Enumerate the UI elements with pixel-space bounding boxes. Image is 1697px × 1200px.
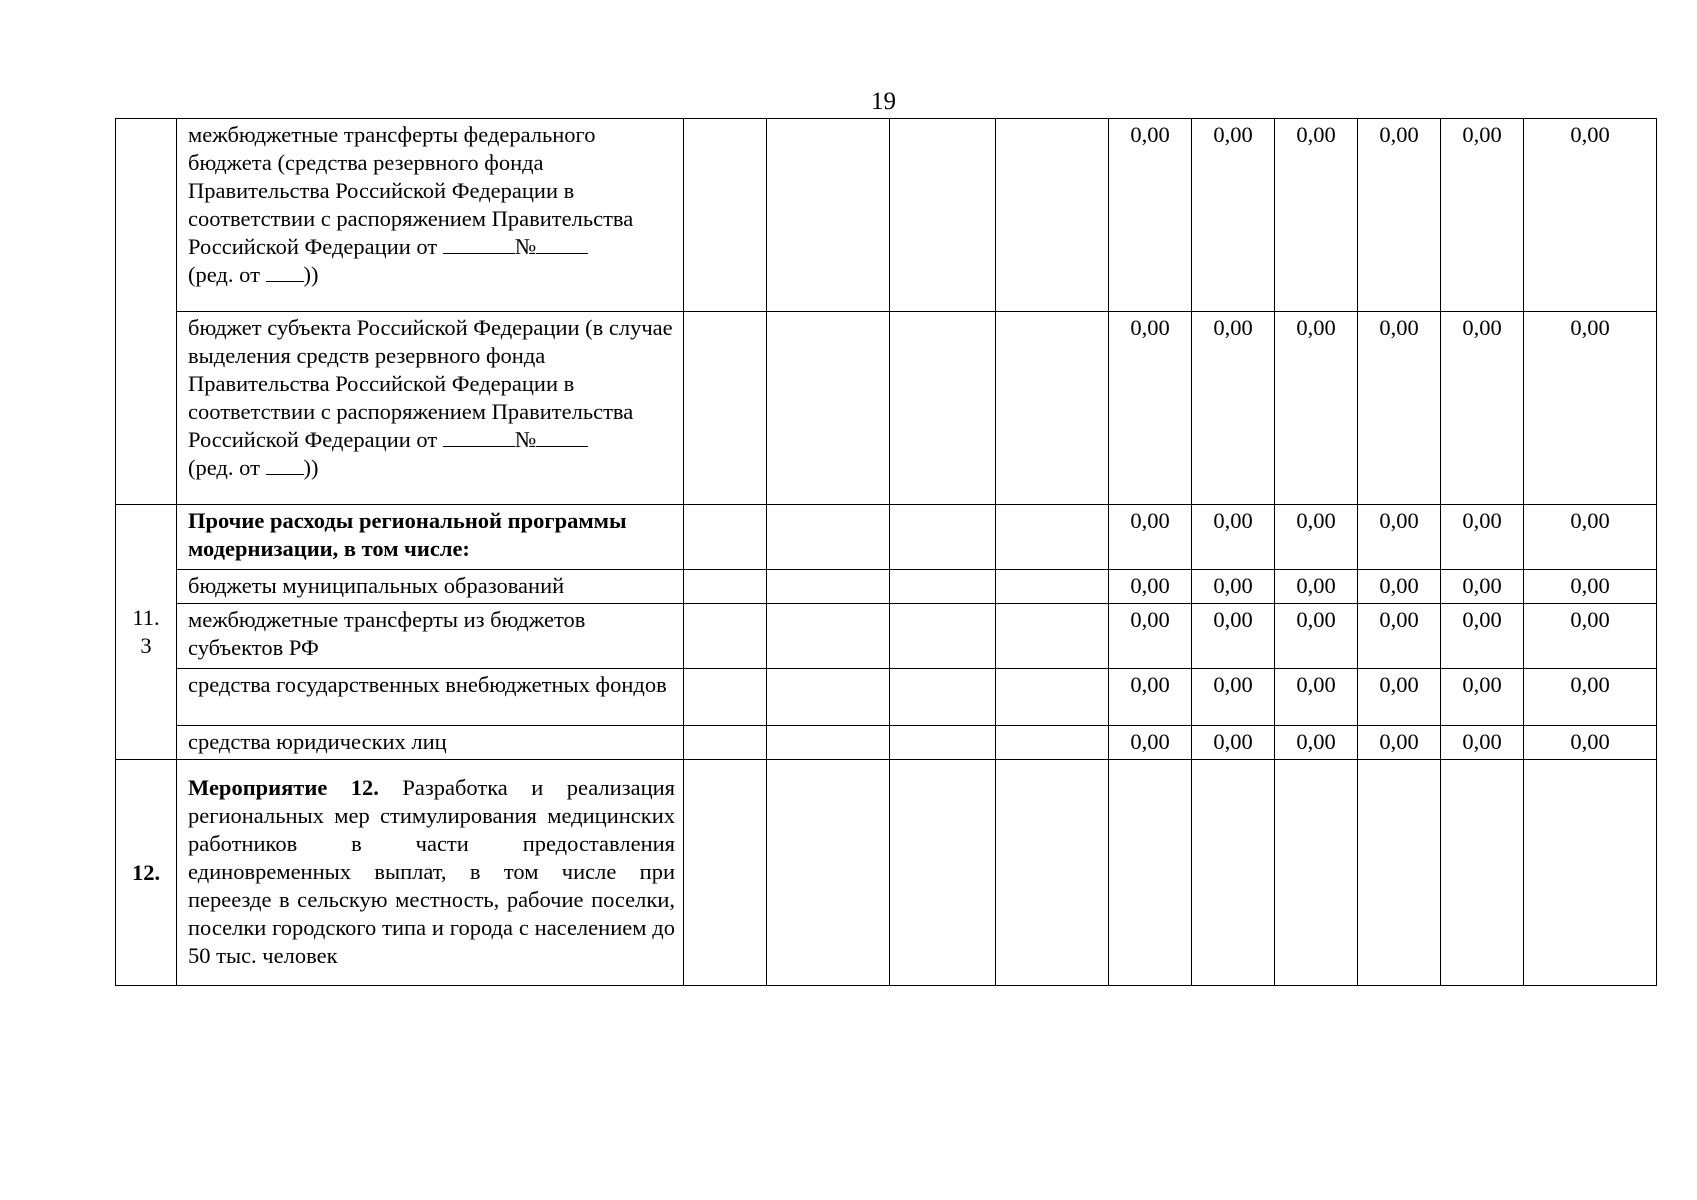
description-cell: бюджет субъекта Российской Федерации (в случае выделения средств резервного фонда Правительства Российской Федерации в соответствии с распоряжением Правительства Российской Федерации от № (ред. от ))	[177, 312, 684, 505]
value-cell: 0,00	[1524, 119, 1657, 312]
value-cell: 0,00	[1524, 570, 1657, 604]
value-cell: 0,00	[1441, 570, 1524, 604]
value-cell: 0,00	[1109, 726, 1192, 760]
value-cell: 0,00	[1275, 604, 1358, 669]
value-cell: 0,00	[1358, 312, 1441, 505]
section-title: Прочие расходы региональной программы модернизации, в том числе:	[177, 505, 684, 570]
value-cell: 0,00	[1441, 726, 1524, 760]
value-cell: 0,00	[1358, 570, 1441, 604]
item-label: средства юридических лиц	[177, 726, 684, 760]
table-row	[116, 505, 1657, 570]
value-cell: 0,00	[1441, 119, 1524, 312]
value-cell: 0,00	[1441, 604, 1524, 669]
section-number: 11. 3	[116, 505, 177, 760]
value-cell: 0,00	[1192, 726, 1275, 760]
table-row	[116, 669, 1657, 726]
section-bold-label: Мероприятие 12.	[188, 775, 379, 800]
value-cell: 0,00	[1275, 119, 1358, 312]
value-cell: 0,00	[1358, 604, 1441, 669]
value-cell: 0,00	[1192, 604, 1275, 669]
value-cell: 0,00	[1192, 505, 1275, 570]
value-cell: 0,00	[1524, 726, 1657, 760]
value-cell: 0,00	[1109, 312, 1192, 505]
value-cell: 0,00	[1275, 726, 1358, 760]
value-cell: 0,00	[1109, 604, 1192, 669]
section-description: Мероприятие 12. Разработка и реализация региональных мер стимулирования медицинских работников в части предоставления единовременных выплат, в том числе при переезде в сельскую местность, рабочие поселки, поселки городского типа и города с населением до 50 тыс. человек	[177, 760, 684, 986]
table-row	[116, 119, 1657, 312]
table-row	[116, 760, 1657, 986]
budget-table	[115, 118, 1657, 986]
value-cell: 0,00	[1524, 312, 1657, 505]
value-cell: 0,00	[1441, 669, 1524, 726]
number-cell	[116, 119, 177, 505]
value-cell: 0,00	[1275, 312, 1358, 505]
value-cell: 0,00	[1275, 505, 1358, 570]
value-cell: 0,00	[1109, 570, 1192, 604]
value-cell: 0,00	[1524, 669, 1657, 726]
value-cell: 0,00	[1192, 119, 1275, 312]
page-number: 19	[871, 88, 896, 115]
value-cell: 0,00	[1109, 505, 1192, 570]
value-cell: 0,00	[1358, 726, 1441, 760]
section-number: 12.	[116, 760, 177, 986]
value-cell: 0,00	[1192, 312, 1275, 505]
item-label: межбюджетные трансферты из бюджетов субъектов РФ	[177, 604, 684, 669]
value-cell: 0,00	[1192, 570, 1275, 604]
description-cell: межбюджетные трансферты федерального бюджета (средства резервного фонда Правительства Российской Федерации в соответствии с распоряжением Правительства Российской Федерации от № (ред. от ))	[177, 119, 684, 312]
table-row	[116, 604, 1657, 669]
value-cell: 0,00	[1275, 570, 1358, 604]
value-cell: 0,00	[1524, 604, 1657, 669]
value-cell: 0,00	[1109, 669, 1192, 726]
table-row	[116, 726, 1657, 760]
value-cell: 0,00	[1192, 669, 1275, 726]
value-cell: 0,00	[1275, 669, 1358, 726]
value-cell: 0,00	[1358, 119, 1441, 312]
item-label: бюджеты муниципальных образований	[177, 570, 684, 604]
value-cell: 0,00	[1441, 312, 1524, 505]
table-row	[116, 312, 1657, 505]
value-cell: 0,00	[1441, 505, 1524, 570]
value-cell: 0,00	[1358, 669, 1441, 726]
value-cell: 0,00	[1109, 119, 1192, 312]
table-row	[116, 570, 1657, 604]
value-cell: 0,00	[1524, 505, 1657, 570]
item-label: средства государственных внебюджетных фондов	[177, 669, 684, 726]
value-cell: 0,00	[1358, 505, 1441, 570]
